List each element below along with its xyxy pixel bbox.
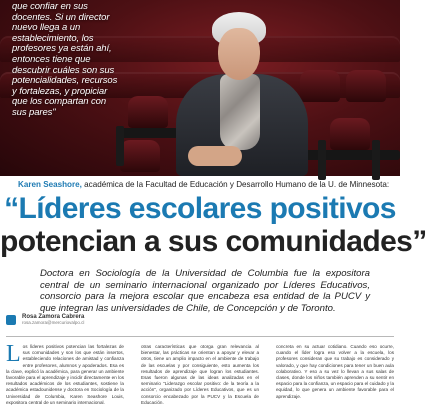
- body-column-3: concreta en su actuar cotidiano. Cuando eso ocurre, cuando el líder logra eso volver a la escuela, los profesores consideran que su trabajo es considerado y valorado, y que hay condiciones para tener un buen aula colaborativo. Y eso a su vez lo llevan a sus salas de clases, donde los niños también aprenden a su sentir en espacio para la confianza, un espacio para el cuidado y la equidad, lo que genera un ambiente favorable para el aprendizaje.: [276, 344, 394, 399]
- auditorium-seat: [128, 96, 168, 128]
- headline-line-2: potencian a sus comunidades”: [0, 225, 427, 258]
- article-photo: [0, 0, 400, 176]
- hands: [188, 146, 242, 166]
- body-column-1-text: os líderes positivos potencian las fortalezas de sus comunidades y son los que están insertos, estableciendo relaciones de amistad y confianza entre profesores, alumnos y apoderados. Esa es la clave, explicó la académica, para generar un ambiente favorable para el aprendizaje y incidir directamente en los resultados académicos de los estudiantes, sostiene la académica estadounidense y doctora en Sociología de la Universidad de Columbia, Karen Seashore Louis, expositora central de un seminario internacional.: [6, 344, 124, 405]
- portrait-karen-seashore: [168, 8, 316, 176]
- pull-quote: que confiar en sus docentes. Si un director nuevo llega a un establecimiento, los profesores ya están ahí, entonces tiene que descubrir cuáles son sus potencialidades, recursos y fortalezas, y propiciar que los compartan con sus pares": [12, 1, 118, 118]
- section-divider: [6, 336, 394, 337]
- face: [218, 28, 260, 80]
- body-column-2: otras características que otorga gran relevancia al bienestar, las prácticas se orientan a apoyar y elevar a otros, tiene un amplio impacto en el ambiente de trabajo de las escuelas y por consiguiente, esto aumenta los resultados de aprendizaje que logran los estudiantes. Esas fueron algunas de las ideas analizadas en el seminario "Liderazgo escolar positivo: de la teoría a la acción", organizado por Líderes Educativos, que es un consorcio encabezado por la PUCV y la Escuela de Educación.: [141, 344, 259, 405]
- photo-caption: [18, 180, 398, 189]
- auditorium-seat: [120, 140, 160, 172]
- auditorium-seat: [346, 70, 386, 102]
- author-name: Rosa Zamora Cabrera: [22, 314, 85, 320]
- caption-name: Karen Seashore,: [18, 180, 82, 189]
- drop-cap: L: [6, 341, 21, 367]
- byline: [6, 314, 84, 325]
- lead-paragraph: Doctora en Sociología de la Universidad de Columbia fue la expositora central de un seminario internacional organizado por Líderes Educativos, consorcio para la mejora escolar que encabeza esa entidad de la PUCV y que integran las universidades de Chile, de Concepción y de Toronto.: [40, 268, 370, 314]
- author-email[interactable]: rosa.zamora@mercuriovalpo.cl: [22, 320, 85, 325]
- scarf: [220, 74, 260, 150]
- auditorium-seat: [330, 118, 370, 150]
- body-column-1: [6, 341, 124, 405]
- chair-frame: [318, 140, 326, 180]
- caption-text: académica de la Facultad de Educación y Desarrollo Humano de la U. de Minnesota:: [81, 180, 390, 189]
- author-icon: [6, 315, 16, 325]
- chair-frame: [116, 126, 124, 166]
- chair-frame: [372, 140, 380, 180]
- headline-line-1: “Líderes escolares positivos: [4, 192, 396, 225]
